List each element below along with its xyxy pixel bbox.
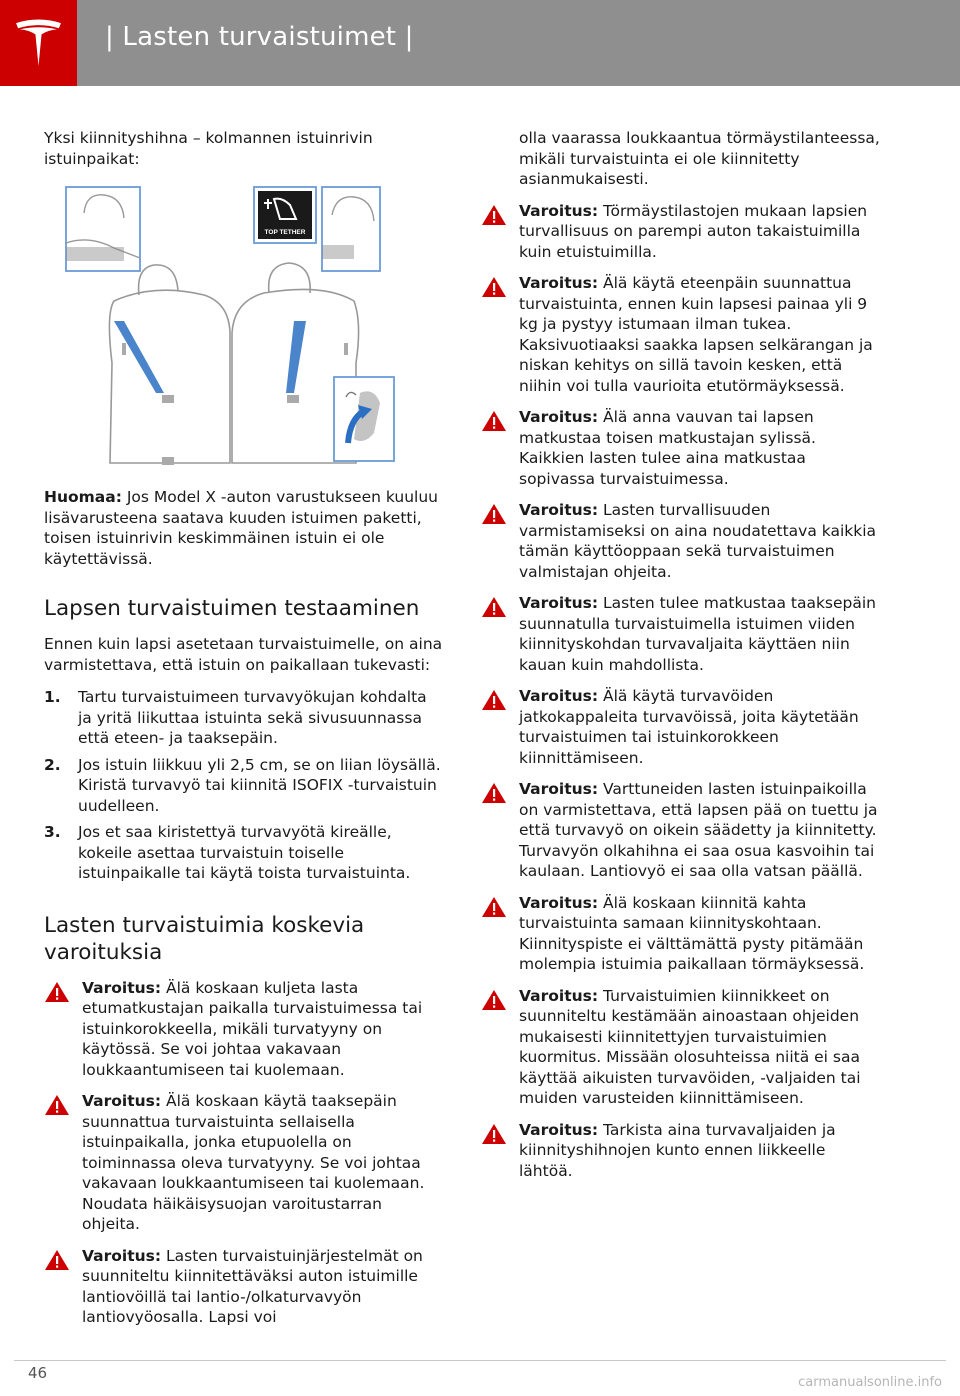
section-heading-warnings: Lasten turvaistuimia koskevia varoituksia	[44, 912, 365, 965]
warning-icon	[481, 596, 507, 618]
list-item: 3. Jos et saa kiristettyä turvavyötä kireälle, kokeile asettaa turvaistuin toiselle istuinpaikalle tai käytä toista turvaistuinta.	[44, 823, 411, 882]
warning-icon	[44, 1249, 70, 1271]
left-column	[44, 128, 444, 1339]
top-tether-label: TOP TETHER	[264, 229, 306, 236]
watermark: carmanualsonline.info	[798, 1375, 942, 1390]
warning-icon	[481, 503, 507, 525]
warning-continuation: olla vaarassa loukkaantua törmäystilanteessa, mikäli turvaistuinta ei ole kiinnitetty asianmukaisesti.	[519, 129, 880, 188]
page-header	[0, 0, 960, 86]
section-heading-testing: Lapsen turvaistuimen testaaminen	[44, 596, 420, 621]
warning-icon	[481, 276, 507, 298]
warning-item: Varoitus: Varttuneiden lasten istuinpaikoilla on varmistettava, että lapsen pää on tuettu ja että turvavyö on oikein säädetty ja kiinnitetty. Turvavyön olkahihna ei saa osua kasvoihin tai kaulaan. Lantiovyö ei saa olla vatsan päällä.	[481, 779, 881, 882]
warning-icon	[44, 981, 70, 1003]
footer-divider	[14, 1360, 946, 1361]
warning-item: Varoitus: Tarkista aina turvavaljaiden ja kiinnityshihnojen kunto ennen liikkeelle lähtöä.	[481, 1120, 881, 1182]
note-label: Huomaa:	[44, 488, 122, 506]
warning-icon	[481, 204, 507, 226]
logo-box	[0, 0, 77, 86]
seat-illustration	[44, 183, 444, 465]
warning-item: Varoitus: Älä koskaan kiinnitä kahta turvaistuinta samaan kiinnityskohtaan. Kiinnityspiste ei välttämättä pysty pitämään molempia istuimia paikallaan törmäyksessä.	[481, 893, 881, 975]
testing-intro: Ennen kuin lapsi asetetaan turvaistuimelle, on aina varmistettava, että istuin on paikallaan tukevasti:	[44, 635, 443, 674]
warning-item: Varoitus: Älä koskaan kuljeta lasta etumatkustajan paikalla turvaistuimessa tai istuinkorokkeella, mikäli turvatyyny on käytössä. Se voi johtaa vakavaan loukkaantumiseen tai kuolemaan.	[44, 978, 444, 1081]
seat-tether-figure	[44, 183, 444, 465]
testing-steps	[44, 687, 444, 884]
warning-item: Varoitus: Älä käytä turvavöiden jatkokappaleita turvavöissä, joita käytetään turvaistuimen tai istuinkorokkeen kiinnittämiseen.	[481, 686, 881, 768]
warning-icon	[481, 1123, 507, 1145]
warning-item: Varoitus: Älä anna vauvan tai lapsen matkustaa toisen matkustajan sylissä. Kaikkien lasten tulee aina matkustaa sopivassa turvaistuimessa.	[481, 407, 881, 489]
warning-item: Varoitus: Törmäystilastojen mukaan lapsien turvallisuus on parempi auton takaistuimilla kuin etuistuimilla.	[481, 201, 881, 263]
warning-item: Varoitus: Älä koskaan käytä taaksepäin suunnattua turvaistuinta sellaisella istuinpaikalla, jonka etupuolella on toiminnassa oleva turvatyyny. Se voi johtaa vakavaan loukkaantumiseen tai kuolemaan. Noudata häikäisysuojan varoitustarran ohjeita.	[44, 1091, 444, 1235]
warning-item: Varoitus: Lasten tulee matkustaa taaksepäin suunnatulla turvaistuimella istuimen viiden kiinnityskohdan turvavaljaita käyttäen niin kauan kuin mahdollista.	[481, 593, 881, 675]
right-column	[481, 128, 881, 1192]
warning-icon	[481, 689, 507, 711]
page-number: 46	[28, 1364, 48, 1382]
note-text: Jos Model X -auton varustukseen kuuluu lisävarusteena saatava kuuden istuimen paketti, toisen istuinrivin keskimmäinen istuin ei ole käytettävissä.	[44, 488, 438, 568]
warning-icon	[481, 782, 507, 804]
tesla-logo-icon	[13, 17, 64, 68]
warning-item: Varoitus: Lasten turvallisuuden varmistamiseksi on aina noudatettava kaikkia tämän käyttöoppaan sekä turvaistuimen valmistajan ohjeita.	[481, 500, 881, 582]
warning-icon	[481, 989, 507, 1011]
warning-item: Varoitus: Turvaistuimien kiinnikkeet on suunniteltu kestämään ainoastaan ohjeiden mukaisesti kiinnitettyjen turvaistuimien kuormitus. Missään olosuhteissa niitä ei saa käyttää aikuisten turvavöiden, -valjaiden tai muiden varusteiden kiinnittämiseen.	[481, 986, 881, 1109]
list-item: 1. Tartu turvaistuimeen turvavyökujan kohdalta ja yritä liikuttaa istuinta sekä sivusuunnassa että eteen- ja taaksepäin.	[44, 688, 427, 747]
list-item: 2. Jos istuin liikkuu yli 2,5 cm, se on liian löysällä. Kiristä turvavyö tai kiinnitä ISOFIX -turvaistuin uudelleen.	[44, 755, 441, 815]
intro-text: Yksi kiinnityshihna – kolmannen istuinrivin istuinpaikat:	[44, 129, 373, 168]
warning-icon	[481, 896, 507, 918]
note-paragraph	[44, 487, 444, 569]
warning-item: Varoitus: Älä käytä eteenpäin suunnattua turvaistuinta, ennen kuin lapsesi painaa yli 9 kg ja pystyy istumaan ilman tukea. Kaksivuotiaaksi saakka lapsen selkärangan ja niskan kehitys on sillä tavoin kesken, että niihin voi tulla vaurioita etutörmäyksessä.	[481, 273, 881, 396]
warning-icon	[44, 1094, 70, 1116]
page-title: | Lasten turvaistuimet |	[105, 22, 414, 52]
warning-icon	[481, 410, 507, 432]
warning-item: Varoitus: Lasten turvaistuinjärjestelmät on suunniteltu kiinnitettäväksi auton istuimille lantiovöillä tai lantio-/olkaturvavyön lantiovyöosalla. Lapsi voi	[44, 1246, 444, 1328]
